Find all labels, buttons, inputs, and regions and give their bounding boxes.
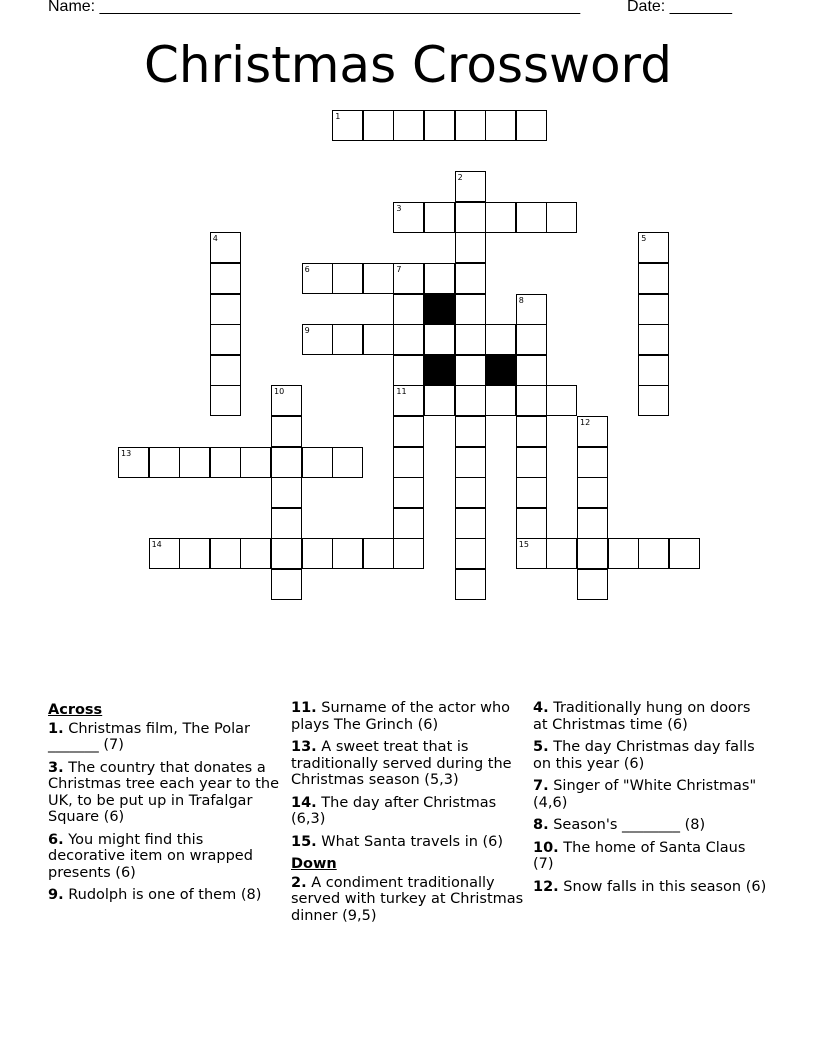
grid-cell[interactable]	[455, 263, 486, 294]
grid-cell[interactable]	[149, 447, 180, 478]
grid-cell[interactable]	[332, 263, 363, 294]
clue-number-label: 4	[212, 234, 218, 244]
clue-text: Surname of the actor who plays The Grinch (6)	[291, 700, 511, 733]
grid-cell[interactable]	[455, 508, 486, 539]
grid-cell[interactable]	[455, 569, 486, 600]
grid-cell[interactable]	[638, 294, 669, 325]
grid-cell[interactable]	[393, 508, 424, 539]
grid-cell[interactable]	[577, 569, 608, 600]
grid-cell[interactable]	[608, 538, 639, 569]
clue-across-3	[48, 760, 283, 826]
grid-cell[interactable]	[638, 263, 669, 294]
clue-number-label: 5	[641, 234, 647, 244]
grid-cell[interactable]	[149, 538, 180, 569]
grid-cell[interactable]	[393, 416, 424, 447]
across-heading: Across	[48, 702, 103, 718]
clue-number-label: 11	[396, 387, 407, 397]
grid-cell[interactable]	[455, 202, 486, 233]
clue-number: 8.	[533, 817, 549, 833]
clue-text: Season's ________ (8)	[553, 817, 706, 833]
grid-cell[interactable]	[118, 447, 149, 478]
grid-cell[interactable]	[638, 385, 669, 416]
clue-across-14	[291, 795, 527, 828]
grid-cell[interactable]	[455, 447, 486, 478]
grid-cell[interactable]	[546, 385, 577, 416]
grid-cell[interactable]	[393, 385, 424, 416]
grid-cell[interactable]	[393, 324, 424, 355]
grid-cell[interactable]	[516, 110, 547, 141]
clue-number-label: 10	[274, 387, 285, 397]
clue-across-13	[291, 739, 527, 789]
grid-cell[interactable]	[485, 202, 516, 233]
grid-cell[interactable]	[210, 385, 241, 416]
grid-cell[interactable]	[302, 263, 333, 294]
grid-cell[interactable]	[271, 538, 302, 569]
grid-cell[interactable]	[516, 202, 547, 233]
grid-cell[interactable]	[332, 110, 363, 141]
clue-number-label: 14	[151, 540, 162, 550]
grid-cell[interactable]	[332, 447, 363, 478]
grid-cell[interactable]	[271, 385, 302, 416]
grid-cell[interactable]	[179, 538, 210, 569]
black-cell	[485, 355, 516, 386]
grid-cell[interactable]	[363, 324, 394, 355]
grid-cell[interactable]	[271, 447, 302, 478]
grid-cell[interactable]	[271, 508, 302, 539]
grid-cell[interactable]	[546, 202, 577, 233]
grid-cell[interactable]	[210, 538, 241, 569]
clue-number-label: 7	[396, 265, 402, 274]
down-heading: Down	[291, 856, 337, 872]
clue-number-label: 2	[457, 173, 463, 183]
grid-cell[interactable]	[424, 110, 455, 141]
grid-cell[interactable]	[424, 385, 455, 416]
grid-cell[interactable]	[577, 416, 608, 447]
grid-cell[interactable]	[393, 538, 424, 569]
grid-cell[interactable]	[363, 110, 394, 141]
clue-across-6	[48, 832, 283, 882]
name-field[interactable]: Name: ______________________________________________________	[48, 0, 581, 15]
clue-text: The day Christmas day falls on this year (6)	[533, 739, 755, 772]
clue-text: The country that donates a Christmas tree each year to the UK, to be put up in Trafalgar Square (6)	[48, 759, 279, 825]
grid-cell[interactable]	[393, 477, 424, 508]
clue-text: What Santa travels in (6)	[321, 833, 504, 850]
black-cell	[424, 355, 455, 386]
grid-cell[interactable]	[516, 294, 547, 325]
clue-number: 5.	[533, 739, 549, 755]
clue-number-label: 6	[304, 265, 310, 274]
grid-cell[interactable]	[516, 416, 547, 447]
grid-cell[interactable]	[455, 110, 486, 141]
clue-down-4	[533, 700, 768, 733]
clue-across-1	[48, 721, 283, 754]
clue-number: 12.	[533, 878, 559, 895]
clue-number: 13.	[291, 739, 317, 755]
clue-number: 14.	[291, 794, 317, 811]
clue-number-label: 1	[335, 112, 341, 121]
clue-down-12	[533, 879, 768, 896]
page-title: Christmas Crossword	[144, 36, 672, 94]
grid-cell[interactable]	[332, 324, 363, 355]
grid-cell[interactable]	[516, 538, 547, 569]
clue-text: Snow falls in this season (6)	[563, 878, 767, 895]
grid-cell[interactable]	[455, 385, 486, 416]
grid-cell[interactable]	[393, 294, 424, 325]
grid-cell[interactable]	[424, 263, 455, 294]
clue-number: 2.	[291, 874, 307, 891]
grid-cell[interactable]	[638, 324, 669, 355]
clue-number: 10.	[533, 839, 559, 856]
grid-cell[interactable]	[179, 447, 210, 478]
clue-down-8	[533, 817, 768, 834]
grid-cell[interactable]	[546, 538, 577, 569]
clue-number-label: 13	[121, 448, 132, 458]
grid-cell[interactable]	[240, 538, 271, 569]
grid-cell[interactable]	[638, 232, 669, 263]
grid-cell[interactable]	[210, 294, 241, 325]
clue-number: 11.	[291, 700, 317, 716]
grid-cell[interactable]	[302, 324, 333, 355]
grid-cell[interactable]	[455, 171, 486, 202]
grid-cell[interactable]	[393, 110, 424, 141]
grid-cell[interactable]	[577, 538, 608, 569]
grid-cell[interactable]	[302, 447, 333, 478]
clue-column-3	[533, 700, 768, 901]
clue-text: You might find this decorative item on wrapped presents (6)	[48, 831, 253, 881]
clue-text: Traditionally hung on doors at Christmas time (6)	[533, 700, 751, 733]
clue-down-7	[533, 778, 768, 811]
clue-number: 9.	[48, 887, 64, 903]
clue-number-label: 15	[518, 540, 529, 550]
grid-cell[interactable]	[485, 385, 516, 416]
clue-number: 4.	[533, 700, 549, 716]
grid-cell[interactable]	[424, 202, 455, 233]
grid-cell[interactable]	[363, 263, 394, 294]
clue-text: Christmas film, The Polar _______ (7)	[48, 720, 250, 753]
clue-number-label: 8	[518, 295, 524, 305]
grid-cell[interactable]	[363, 538, 394, 569]
grid-cell[interactable]	[455, 477, 486, 508]
clue-text: The home of Santa Claus (7)	[533, 839, 746, 872]
grid-cell[interactable]	[516, 447, 547, 478]
grid-cell[interactable]	[485, 110, 516, 141]
clue-down-2	[291, 875, 527, 925]
grid-cell[interactable]	[577, 477, 608, 508]
grid-cell[interactable]	[210, 324, 241, 355]
grid-cell[interactable]	[516, 477, 547, 508]
grid-cell[interactable]	[332, 538, 363, 569]
clue-number: 6.	[48, 831, 64, 848]
grid-cell[interactable]	[455, 355, 486, 386]
clue-number-label: 9	[304, 326, 310, 336]
grid-cell[interactable]	[455, 294, 486, 325]
grid-cell[interactable]	[393, 447, 424, 478]
clue-text: Singer of "White Christmas" (4,6)	[533, 778, 757, 811]
clue-column-2	[291, 700, 527, 930]
clue-text: A sweet treat that is traditionally served during the Christmas season (5,3)	[291, 739, 512, 788]
grid-cell[interactable]	[638, 355, 669, 386]
grid-cell[interactable]	[210, 447, 241, 478]
grid-cell[interactable]	[638, 538, 669, 569]
clue-text: A condiment traditionally served with turkey at Christmas dinner (9,5)	[291, 874, 524, 924]
clue-number: 3.	[48, 759, 64, 776]
clue-text: Rudolph is one of them (8)	[68, 887, 262, 903]
grid-cell[interactable]	[485, 324, 516, 355]
grid-cell[interactable]	[455, 324, 486, 355]
clue-number-label: 3	[396, 203, 402, 213]
clue-number: 7.	[533, 778, 549, 794]
grid-cell[interactable]	[516, 508, 547, 539]
clue-across-9	[48, 887, 283, 904]
clue-down-10	[533, 840, 768, 873]
grid-cell[interactable]	[577, 508, 608, 539]
clue-number: 15.	[291, 833, 317, 850]
black-cell	[424, 294, 455, 325]
date-field[interactable]: Date: _______	[627, 0, 732, 15]
grid-cell[interactable]	[271, 569, 302, 600]
grid-cell[interactable]	[302, 538, 333, 569]
grid-cell[interactable]	[240, 447, 271, 478]
grid-cell[interactable]	[516, 385, 547, 416]
grid-cell[interactable]	[424, 324, 455, 355]
grid-cell[interactable]	[210, 355, 241, 386]
grid-cell[interactable]	[669, 538, 700, 569]
clue-column-1	[48, 700, 283, 910]
clue-across-11	[291, 700, 527, 733]
clue-down-5	[533, 739, 768, 772]
clue-number: 1.	[48, 720, 64, 737]
clue-across-15	[291, 834, 527, 851]
grid-cell[interactable]	[271, 416, 302, 447]
grid-cell[interactable]	[577, 447, 608, 478]
grid-cell[interactable]	[210, 263, 241, 294]
grid-cell[interactable]	[210, 232, 241, 263]
grid-cell[interactable]	[393, 202, 424, 233]
grid-cell[interactable]	[393, 355, 424, 386]
grid-cell[interactable]	[455, 232, 486, 263]
clue-text: The day after Christmas (6,3)	[291, 794, 497, 827]
grid-cell[interactable]	[455, 538, 486, 569]
grid-cell[interactable]	[393, 263, 424, 294]
clue-number-label: 12	[580, 418, 591, 427]
grid-cell[interactable]	[516, 355, 547, 386]
grid-cell[interactable]	[455, 416, 486, 447]
grid-cell[interactable]	[516, 324, 547, 355]
grid-cell[interactable]	[271, 477, 302, 508]
